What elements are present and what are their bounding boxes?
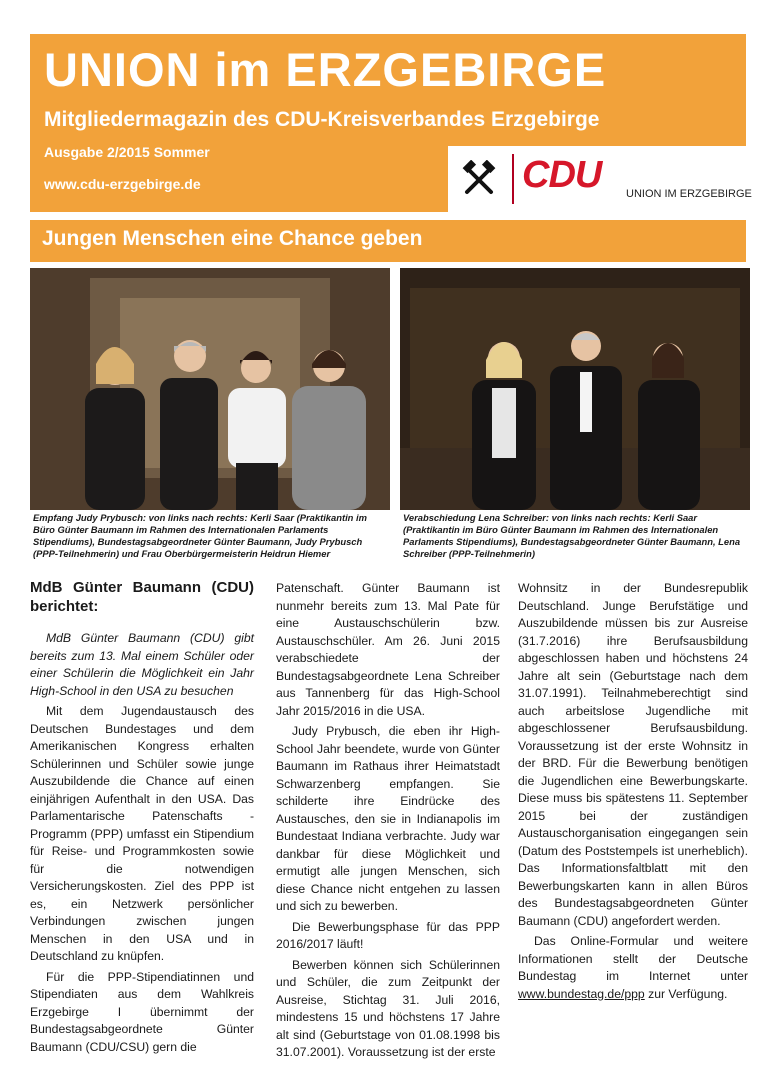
hammer-and-pick-icon bbox=[460, 160, 498, 198]
bundestag-ppp-link[interactable]: www.bundestag.de/ppp bbox=[518, 986, 645, 1001]
paragraph-end: zur Verfügung. bbox=[648, 986, 728, 1001]
paragraph: Wohnsitz in der Bundesrepublik Deutschland. Junge Berufstätige und Auszubildende müssen bis zur Ausreise (31.7.2016) ihre Berufsausbildung abgeschlossen haben und höchstens 24 Jahre alt sein (Geburtstage nach dem 31.07.1991). Teilnahmeberechtigt sind auch arbeitslose Jugendliche mit abgeschlossener Berufsausbildung. Voraussetzung ist der erste Wohnsitz in der BRD. Für die Bewerbung benötigen die Jugendlichen eine Bewerbungskarte. Diese muss bis spätestens 11. September 2015 bei der zuständigen Austauschorganisation eingegangen sein (Datum des Poststempels ist unerheblich). Das Informationsfaltblatt mit den Bewerbungskarten kann in allen Büros des Bundestagsabgeordneten Günter Baumann (CDU) angefordert werden. bbox=[518, 581, 748, 928]
cdu-logo-box bbox=[448, 146, 752, 212]
website-link[interactable]: www.cdu-erzgebirge.de bbox=[44, 176, 201, 192]
photo-farewell-scene bbox=[400, 268, 750, 510]
magazine-subtitle: Mitgliedermagazin des CDU-Kreisverbandes Erzgebirge bbox=[44, 108, 600, 131]
section-title: MdB Günter Baumann (CDU) berichtet: bbox=[30, 579, 254, 615]
issue-label: Ausgabe 2/2015 Sommer bbox=[44, 144, 210, 160]
cdu-logo: CDU bbox=[522, 154, 602, 196]
paragraph: Die Bewerbungsphase für das PPP 2016/2017 läuft! bbox=[276, 919, 500, 951]
lead-paragraph: MdB Günter Baumann (CDU) gibt bereits zum 13. Mal einem Schüler oder einer Schülerin die Möglichkeit ein Jahr High-School in den USA zu besuchen bbox=[30, 631, 254, 698]
paragraph: Judy Prybusch, die eben ihr High-School Jahr beendete, wurde von Günter Baumann im Rathaus ihrer Heimatstadt Schwarzenberg empfangen. Sie schilderte ihre Eindrücke des Austausches, den sie in Indianapolis im Bundestaat Indiana verbrachte. Judy war dankbar für diese Möglichkeit und ermutigt alle jungen Menschen, sich diese Chance nicht entgehen zu lassen und sich zu bewerben. bbox=[276, 724, 500, 913]
headline-bar bbox=[30, 220, 746, 262]
paragraph-text: Das Online-Formular und weitere Informationen stellt der Deutsche Bundestag im Internet unter bbox=[518, 934, 748, 983]
paragraph: Mit dem Jugendaustausch des Deutschen Bundestages und dem Amerikanischen Kongress erhalten Schülerinnen und Schüler sowie junge Auszubildende die Chance auf einen einjährigen Aufenthalt in den USA. Das Parlamentarische Patenschafts - Programm (PPP) umfasst ein Stipendium für Reise- und Programmkosten sowie für die notwendigen Versicherungskosten. Ziel des PPP ist es, ein Netzwerk persönlicher Verbindungen zwischen jungen Menschen in den USA und in Deutschland zu knüpfen. bbox=[30, 704, 254, 963]
paragraph: Bewerben können sich Schülerinnen und Schüler, die zum Zeitpunkt der Ausreise, Stichtag 31. Juli 2016, mindestens 15 und höchstens 17 Jahre alt sind (Geburtstage von 01.08.1998 bis 31.07.2001). Voraussetzung ist der erste bbox=[276, 957, 500, 1059]
article-headline: Jungen Menschen eine Chance geben bbox=[42, 227, 423, 250]
photo-reception-scene bbox=[30, 268, 390, 510]
cdu-logo-subtext: UNION IM ERZGEBIRGE bbox=[626, 188, 752, 200]
article-column-1 bbox=[30, 578, 254, 1059]
caption-farewell: Verabschiedung Lena Schreiber: von links nach rechts: Kerli Saar (Praktikantin im Büro Günter Baumann im Rahmen des Internationalen Parlaments Stipendiums), Bundestagsabgeordneter Günter Baumann, Lena Schreiber (PPP-Teilnehmerin) bbox=[403, 512, 741, 559]
article-column-3 bbox=[518, 580, 748, 1006]
masthead bbox=[30, 34, 752, 212]
photo-farewell bbox=[400, 268, 750, 510]
paragraph: Patenschaft. Günter Baumann ist nunmehr bereits zum 13. Mal Pate für eine Austauschschülerin bzw. Austauschschüler. Am 26. Juni 2015 verabschiedete der Bundestagsabgeordnete Lena Schreiber aus Tannenberg für das High-School Jahr 2015/2016 in die USA. bbox=[276, 581, 500, 718]
logo-divider bbox=[512, 154, 514, 204]
magazine-title: UNION im ERZGEBIRGE bbox=[44, 43, 607, 96]
photo-reception bbox=[30, 268, 390, 510]
article-column-2 bbox=[276, 580, 500, 1065]
paragraph bbox=[518, 933, 748, 1003]
caption-reception: Empfang Judy Prybusch: von links nach rechts: Kerli Saar (Praktikantin im Büro Günter Baumann im Rahmen des Internationalen Parlaments Stipendiums), Bundestagsabgeordneter Günter Baumann, Judy Prybusch (PPP-Teilnehmerin) und Frau Oberbürgermeisterin Heidrun Hiemer bbox=[33, 512, 367, 559]
paragraph: Für die PPP-Stipendiatinnen und Stipendiaten aus dem Wahlkreis Erzgebirge I übernimmt der Bundestagsabgeordnete Günter Baumann (CDU/CSU) gern die bbox=[30, 969, 254, 1054]
